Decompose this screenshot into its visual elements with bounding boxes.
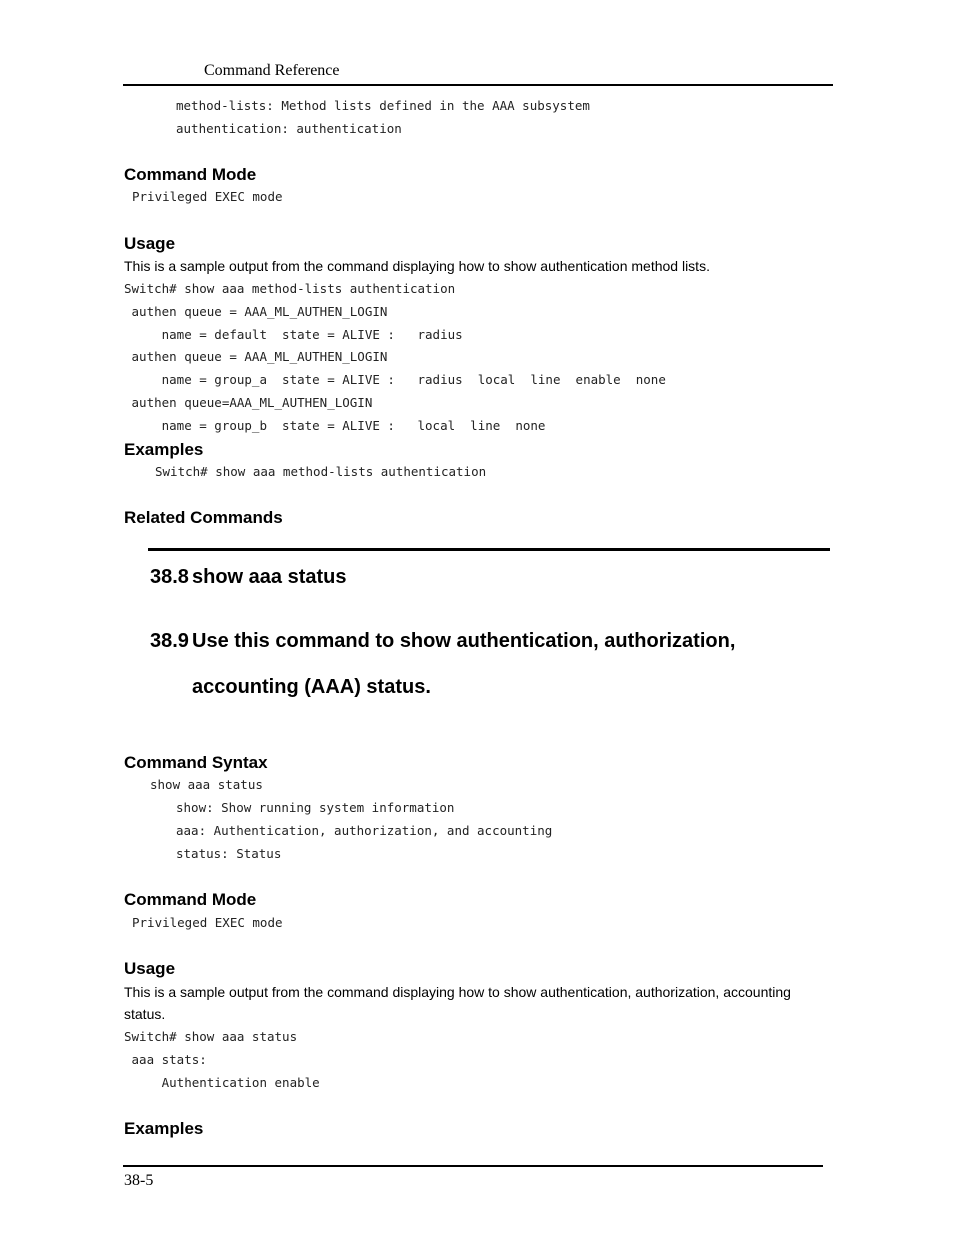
header-rule (123, 84, 833, 86)
syntax-param-line: authentication: authentication (176, 121, 402, 136)
code-line: aaa stats: (124, 1052, 207, 1067)
section-heading-command-mode: Command Mode (124, 165, 257, 184)
section-number: 38.9 (150, 630, 189, 652)
footer-rule (123, 1165, 823, 1167)
code-line: Switch# show aaa method-lists authentication (124, 281, 456, 296)
code-line: name = group_a state = ALIVE : radius local line enable none (124, 372, 666, 387)
command-mode-text: Privileged EXEC mode (132, 189, 283, 204)
section-heading-related-commands: Related Commands (124, 508, 283, 527)
section-rule (148, 548, 830, 551)
syntax-param-line: method-lists: Method lists defined in the AAA subsystem (176, 98, 590, 113)
usage-text: This is a sample output from the command displaying how to show authentication method lists. (124, 258, 710, 274)
code-line: authen queue=AAA_ML_AUTHEN_LOGIN (124, 395, 373, 410)
running-header: Command Reference (204, 62, 340, 79)
section-heading-examples: Examples (124, 440, 204, 459)
section-title: show aaa status (192, 566, 347, 588)
section-heading-usage: Usage (124, 234, 176, 253)
syntax-param-line: show: Show running system information (176, 800, 455, 815)
syntax-command: show aaa status (150, 777, 263, 792)
code-line: name = group_b state = ALIVE : local line none (124, 418, 546, 433)
usage-text: This is a sample output from the command displaying how to show authentication, authorization, accounting (124, 984, 791, 1000)
section-title-continued: accounting (AAA) status. (192, 676, 431, 698)
syntax-param-line: status: Status (176, 846, 282, 861)
code-line: Switch# show aaa status (124, 1029, 298, 1044)
code-line: Authentication enable (124, 1075, 320, 1090)
section-heading-command-syntax: Command Syntax (124, 753, 268, 772)
code-line: authen queue = AAA_ML_AUTHEN_LOGIN (124, 304, 388, 319)
syntax-param-line: aaa: Authentication, authorization, and accounting (176, 823, 553, 838)
usage-text: status. (124, 1006, 166, 1022)
section-title: Use this command to show authentication, authorization, (192, 630, 736, 652)
command-mode-text: Privileged EXEC mode (132, 915, 283, 930)
section-heading-usage: Usage (124, 959, 176, 978)
section-heading-command-mode: Command Mode (124, 890, 257, 909)
code-line: name = default state = ALIVE : radius (124, 327, 463, 342)
example-code: Switch# show aaa method-lists authentication (155, 464, 487, 479)
code-line: authen queue = AAA_ML_AUTHEN_LOGIN (124, 349, 388, 364)
section-number: 38.8 (150, 566, 189, 588)
section-heading-examples: Examples (124, 1119, 204, 1138)
page-number: 38-5 (124, 1172, 154, 1189)
